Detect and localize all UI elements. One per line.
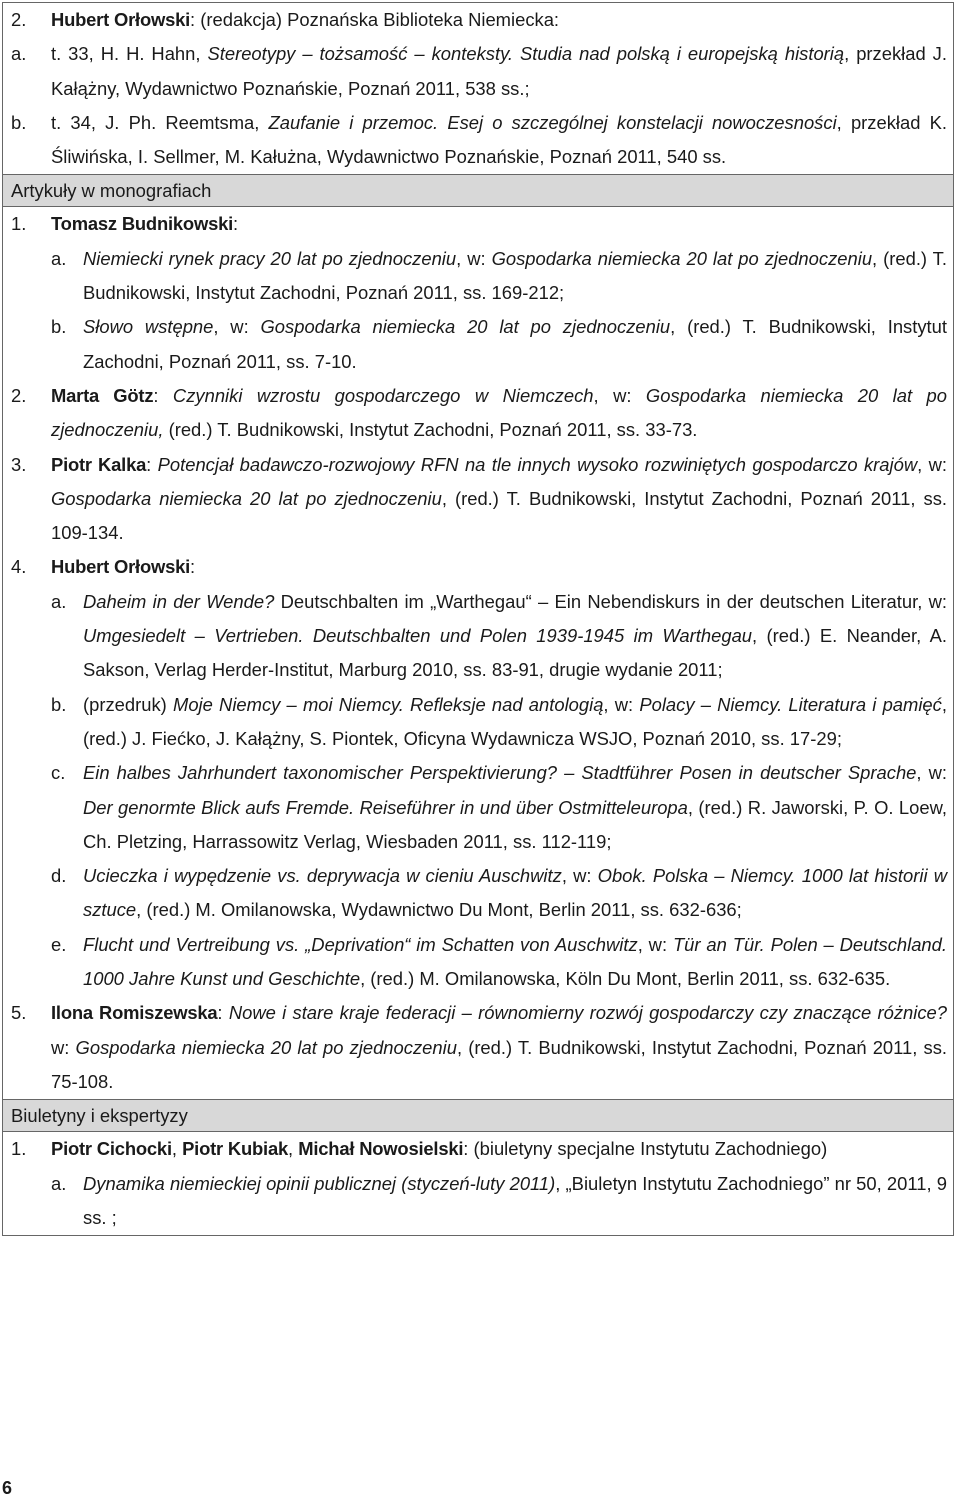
sub-item <box>3 310 953 379</box>
item-text: , w: <box>917 453 948 475</box>
item-text: , (red.) E. Neander, A. Sakson, Verlag Herder-Institut, Marburg 2010, ss. 83-91, drugie wydanie 2011; <box>83 625 947 681</box>
item-number: 4. <box>11 556 27 578</box>
title-italic: Niemiecki rynek pracy 20 lat po zjednoczeniu <box>83 247 457 269</box>
item-text: : <box>146 453 158 475</box>
title-italic: Gospodarka niemiecka 20 lat po zjednoczeniu <box>75 1036 457 1058</box>
item-text: : (biuletyny specjalne Instytutu Zachodniego) <box>463 1138 828 1160</box>
title-italic: Dynamika niemieckiej opinii publicznej (styczeń-luty 2011) <box>83 1172 556 1194</box>
sub-item-marker: b. <box>51 693 67 715</box>
sub-item <box>3 106 953 175</box>
item-number: 3. <box>11 453 27 475</box>
item-number: 2. <box>11 384 27 406</box>
item-text: t. 33, H. H. Hahn, <box>51 43 208 65</box>
list-item <box>3 1132 953 1166</box>
item-text: , w: <box>561 865 598 887</box>
title-italic: Gospodarka niemiecka 20 lat po zjednoczeniu <box>260 316 671 338</box>
sub-item-marker: d. <box>51 865 67 887</box>
item-text: , przekład K. Śliwińska, I. Sellmer, M. Kałużna, Wydawnictwo Poznańskie, Poznań 2011, 540 ss. <box>51 111 948 168</box>
section-header-row <box>3 174 953 206</box>
item-text: , (red.) T. Budnikowski, Instytut Zachodni, Poznań 2011, ss. 109-134. <box>51 487 947 544</box>
item-text: (red.) T. Budnikowski, Instytut Zachodni, Poznań 2011, ss. 33-73. <box>163 419 698 441</box>
item-text: t. 34, J. Ph. Reemtsma, <box>51 111 269 133</box>
item-text: , (red.) R. Jaworski, P. O. Loew, Ch. Pletzing, Harrassowitz Verlag, Wiesbaden 2011, ss. 112-119; <box>83 796 947 852</box>
sub-item-marker: b. <box>51 316 67 338</box>
title-italic: Obok. Polska – Niemcy. 1000 lat historii w sztuce <box>83 865 947 921</box>
list-item <box>3 379 953 448</box>
item-number: 2. <box>11 9 27 30</box>
title-italic: Flucht und Vertreibung vs. „Deprivation“ im Schatten von Auschwitz <box>83 933 638 955</box>
document-body <box>2 2 954 1236</box>
sub-item <box>3 37 953 106</box>
sub-item <box>3 242 953 311</box>
item-text: , „Biuletyn Instytutu Zachodniego” nr 50, 2011, 9 ss. ; <box>83 1172 947 1228</box>
author-name: Hubert Orłowski <box>51 556 191 578</box>
sub-item <box>3 756 953 859</box>
item-text: : <box>190 556 196 578</box>
author-name: Michał Nowosielski <box>298 1138 464 1160</box>
sub-item-marker: e. <box>51 933 67 955</box>
title-italic: Ein halbes Jahrhundert taxonomischer Perspektivierung? – Stadtführer Posen in deutscher Sprache <box>83 762 917 784</box>
sub-item-marker: a. <box>51 1172 67 1194</box>
title-italic: Polacy – Niemcy. Literatura i pamięć <box>639 693 942 715</box>
title-italic: Potencjał badawczo-rozwojowy RFN na tle innych wysoko rozwiniętych gospodarczo krajów <box>157 453 918 475</box>
item-text: (przedruk) <box>83 693 173 715</box>
title-italic: Gospodarka niemiecka 20 lat po zjednoczeniu <box>51 487 442 509</box>
author-name: Marta Götz <box>51 384 154 406</box>
title-italic: Nowe i stare kraje federacji – równomierny rozwój gospodarczy czy znaczące różnice? <box>228 1002 947 1024</box>
sub-item <box>3 1167 953 1236</box>
item-text: w: <box>51 1036 76 1058</box>
sub-item <box>3 688 953 757</box>
entry-block <box>3 206 953 1099</box>
item-text: , (red.) T. Budnikowski, Instytut Zachodni, Poznań 2011, ss. 169-212; <box>83 247 947 304</box>
title-italic: Der genormte Blick aufs Fremde. Reiseführer in und über Ostmitteleuropa <box>83 796 688 818</box>
sub-item <box>3 859 953 928</box>
title-italic: Tür an Tür. Polen – Deutschland. 1000 Jahre Kunst und Geschichte <box>83 933 947 990</box>
title-italic: Gospodarka niemiecka 20 lat po zjednoczeniu, <box>51 384 947 441</box>
item-text: , w: <box>593 384 646 406</box>
item-number: 1. <box>11 213 27 235</box>
sub-item <box>3 928 953 997</box>
item-text: : <box>217 1002 229 1024</box>
sub-item-marker: a. <box>51 590 67 612</box>
author-name: Ilona Romiszewska <box>51 1002 218 1024</box>
item-text: , (red.) M. Omilanowska, Köln Du Mont, Berlin 2011, ss. 632-635. <box>360 968 891 990</box>
item-text: , przekład J. Kałążny, Wydawnictwo Poznańskie, Poznań 2011, 538 ss.; <box>51 43 947 99</box>
item-text: Deutschbalten im „Warthegau“ – Ein Nebendiskurs in der deutschen Literatur, w: <box>274 590 947 612</box>
title-italic: Zaufanie i przemoc. Esej o szczególnej konstelacji nowoczesności <box>268 111 837 133</box>
author-name: Tomasz Budnikowski <box>51 213 234 235</box>
author-name: Hubert Orłowski <box>51 9 191 30</box>
title-italic: Ucieczka i wypędzenie vs. deprywacja w cieniu Auschwitz <box>83 865 562 887</box>
list-item <box>3 550 953 584</box>
item-text: , (red.) M. Omilanowska, Wydawnictwo Du Mont, Berlin 2011, ss. 632-636; <box>136 899 742 921</box>
item-text: , <box>288 1138 299 1160</box>
item-text: , (red.) J. Fiećko, J. Kałążny, S. Piontek, Oficyna Wydawnicza WSJO, Poznań 2010, ss. 17-29; <box>83 693 947 749</box>
item-text: , w: <box>456 247 492 269</box>
sub-item <box>3 585 953 688</box>
author-name: Piotr Kubiak <box>182 1138 289 1160</box>
list-item <box>3 996 953 1099</box>
sub-item-marker: a. <box>51 247 67 269</box>
section-heading: Artykuły w monografiach <box>3 175 953 206</box>
title-italic: Gospodarka niemiecka 20 lat po zjednoczeniu <box>491 247 873 269</box>
title-italic: Czynniki wzrostu gospodarczego w Niemczech <box>172 384 594 406</box>
item-text: , (red.) T. Budnikowski, Instytut Zachodni, Poznań 2011, ss. 75-108. <box>51 1036 947 1092</box>
author-name: Piotr Kalka <box>51 453 147 475</box>
list-item <box>3 448 953 551</box>
item-text: , (red.) T. Budnikowski, Instytut Zachodni, Poznań 2011, ss. 7-10. <box>83 316 947 372</box>
item-text: : (redakcja) Poznańska Biblioteka Niemiecka: <box>190 9 560 30</box>
list-item <box>3 3 953 37</box>
sub-item-marker: c. <box>51 762 66 784</box>
item-text: , w: <box>603 693 640 715</box>
title-italic: Moje Niemcy – moi Niemcy. Refleksje nad antologią <box>173 693 604 715</box>
title-italic: Daheim in der Wende? <box>83 590 275 612</box>
entry-block <box>3 2 953 174</box>
item-text: : <box>153 384 173 406</box>
item-text: : <box>233 213 239 235</box>
entry-block <box>3 1131 953 1235</box>
item-text: , w: <box>916 762 947 784</box>
item-text: , <box>171 1138 183 1160</box>
list-item <box>3 207 953 241</box>
title-italic: Stereotypy – tożsamość – konteksty. Studia nad polską i europejską historią <box>207 43 845 65</box>
section-header-row <box>3 1099 953 1131</box>
item-number: 1. <box>11 1138 27 1160</box>
item-text: , w: <box>637 933 673 955</box>
title-italic: Umgesiedelt – Vertrieben. Deutschbalten und Polen 1939-1945 im Warthegau <box>83 625 753 647</box>
author-name: Piotr Cichocki <box>51 1138 172 1160</box>
item-number: 5. <box>11 1002 27 1024</box>
section-heading: Biuletyny i ekspertyzy <box>3 1100 953 1131</box>
title-italic: Słowo wstępne <box>83 316 214 338</box>
item-text: , w: <box>213 316 261 338</box>
sub-item-marker: b. <box>11 111 27 133</box>
sub-item-marker: a. <box>11 43 27 65</box>
page-number: 6 <box>2 1478 13 1498</box>
